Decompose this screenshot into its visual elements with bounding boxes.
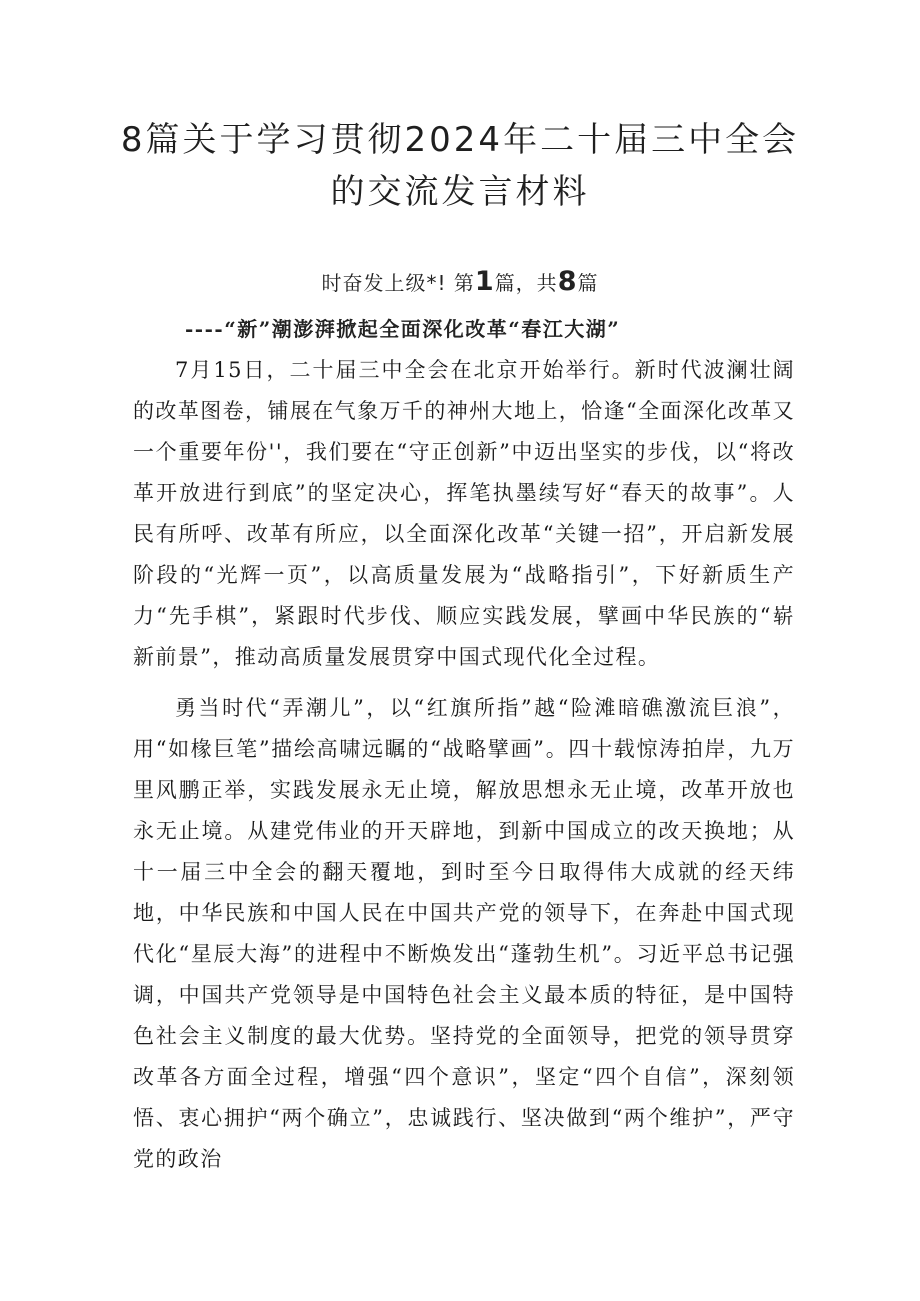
article-body bbox=[133, 350, 795, 1190]
document-title-line2: 的交流发言材料 bbox=[330, 172, 590, 212]
article-counter-prefix: 时奋发上级*! 第 bbox=[321, 271, 475, 295]
article-counter bbox=[0, 266, 920, 297]
article-subtitle: ----“新”潮澎湃掀起全面深化改革“春江大湖” bbox=[185, 317, 621, 341]
article-counter-mid: 篇，共 bbox=[494, 271, 558, 295]
article-counter-suffix: 篇 bbox=[577, 271, 599, 295]
article-number: 1 bbox=[474, 266, 495, 297]
article-total: 8 bbox=[557, 266, 578, 297]
document-title-line1: 8篇关于学习贯彻2024年二十届三中全会 bbox=[120, 120, 800, 160]
body-paragraph: 勇当时代“弄潮儿”，以“红旗所指”越“险滩暗礁激流巨浪”，用“如椽巨笔”描绘高啸远瞩的“战略擘画”。四十载惊涛拍岸，九万里风鹏正举，实践发展永无止境，解放思想永无止境，改革开放也永无止境。从建党伟业的开天辟地，到新中国成立的改天换地；从十一届三中全会的翻天覆地，到时至今日取得伟大成就的经天纬地，中华民族和中国人民在中国共产党的领导下，在奔赴中国式现代化“星辰大海”的进程中不断焕发出“蓬勃生机”。习近平总书记强调，中国共产党领导是中国特色社会主义最本质的特征，是中国特色社会主义制度的最大优势。坚持党的全面领导，把党的领导贯穿改革各方面全过程，增强“四个意识”，坚定“四个自信”，深刻领悟、衷心拥护“两个确立”，忠诚践行、坚决做到“两个维护”，严守党的政治 bbox=[133, 696, 795, 1171]
body-paragraph: 7月15日，二十届三中全会在北京开始举行。新时代波澜壮阔的改革图卷，铺展在气象万千的神州大地上，恰逢“全面深化改革又一个重要年份''，我们要在“守正创新”中迈出坚实的步伐，以“将改革开放进行到底”的坚定决心，挥笔执墨续写好“春天的故事”。人民有所呼、改革有所应，以全面深化改革“关键一招”，开启新发展阶段的“光辉一页”，以高质量发展为“战略指引”，下好新质生产力“先手棋”，紧跟时代步伐、顺应实践发展，擘画中华民族的“崭新前景”，推动高质量发展贯穿中国式现代化全过程。 bbox=[133, 358, 795, 669]
